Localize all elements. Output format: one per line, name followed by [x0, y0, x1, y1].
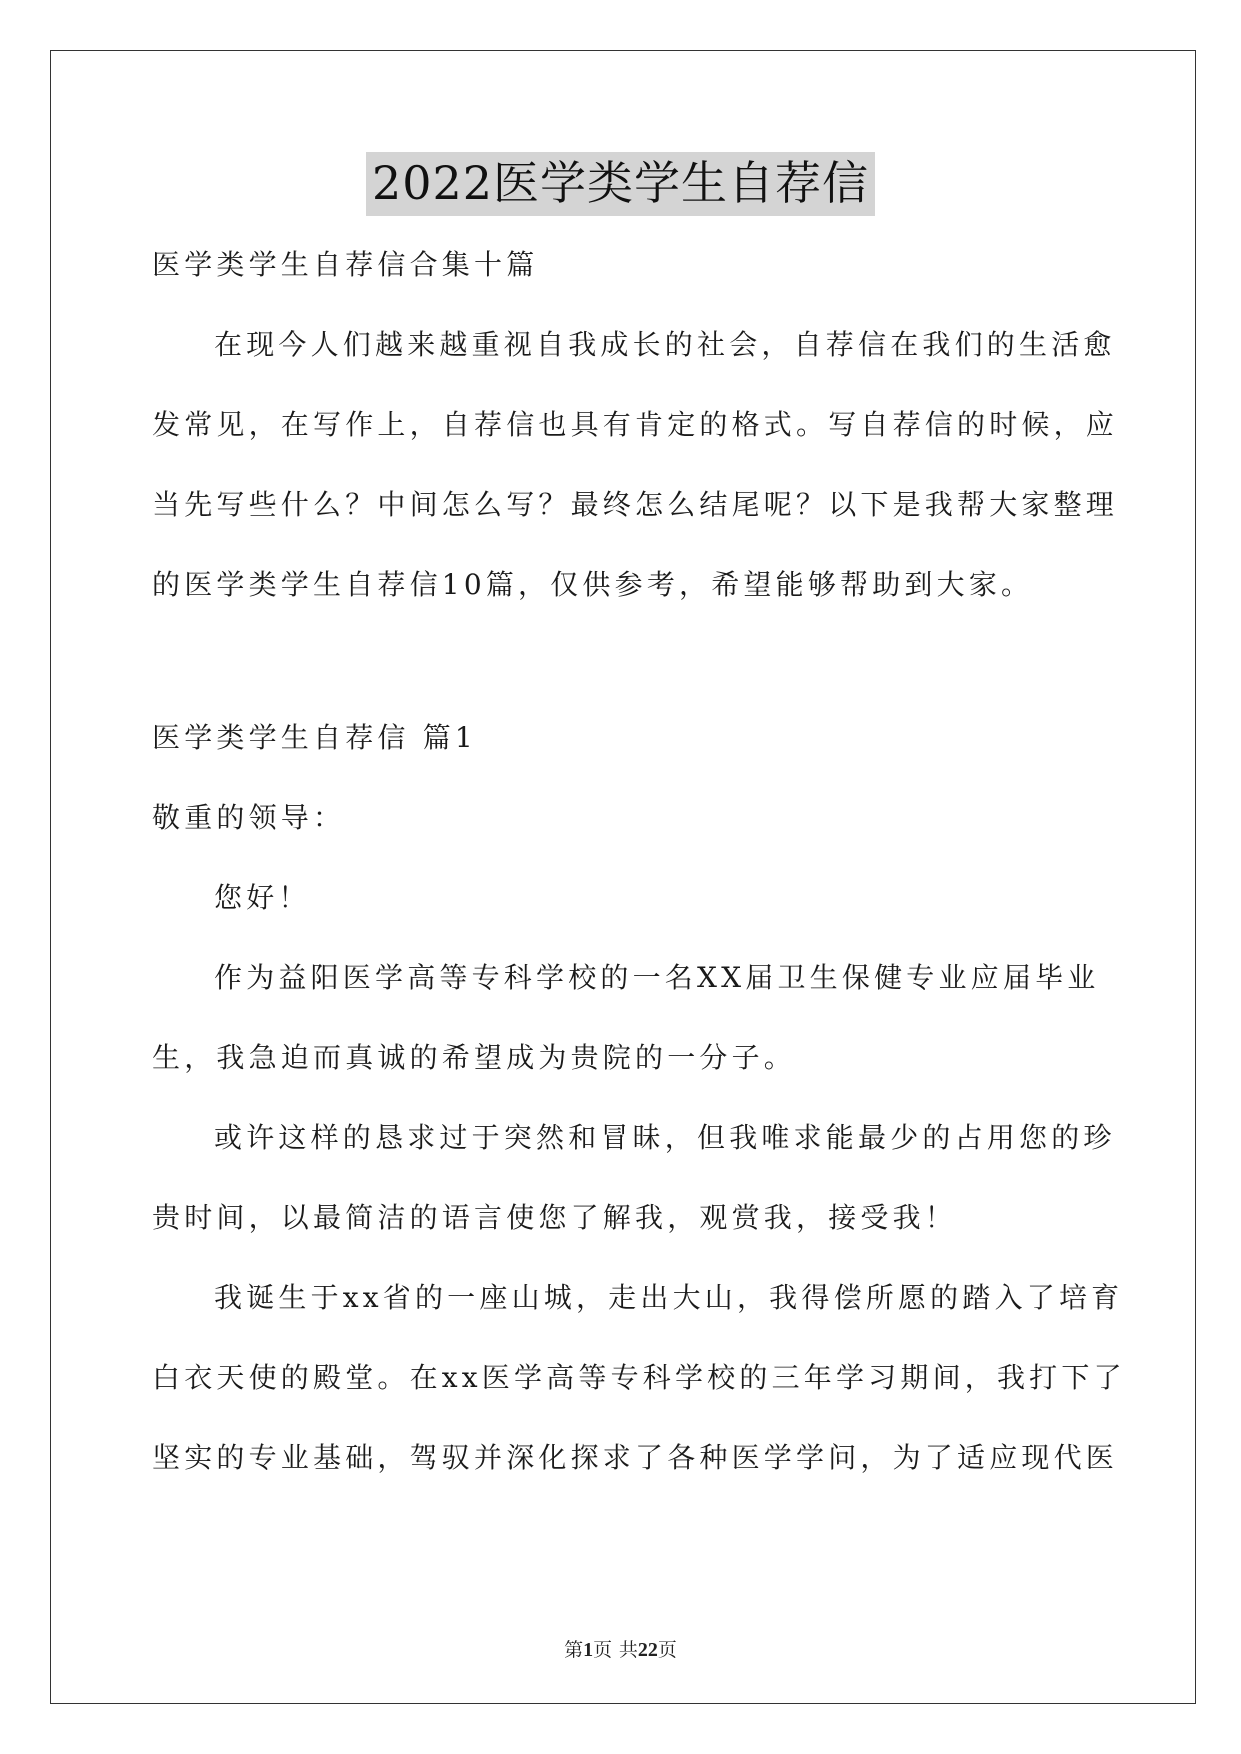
intro-line-3: 当先写些什么？中间怎么写？最终怎么结尾呢？以下是我帮大家整理: [152, 488, 1119, 521]
body-line-3: 或许这样的恳求过于突然和冒昧，但我唯求能最少的占用您的珍: [214, 1121, 1116, 1154]
body-line-5: 我诞生于xx省的一座山城，走出大山，我得偿所愿的踏入了培育: [214, 1281, 1124, 1314]
section-gap: [152, 625, 1092, 698]
intro-line-1: 在现今人们越来越重视自我成长的社会，自荐信在我们的生活愈: [214, 328, 1116, 361]
body-line-1: 作为益阳医学高等专科学校的一名XX届卫生保健专业应届毕业: [214, 961, 1100, 994]
footer-page-number: 1: [583, 1639, 594, 1661]
body-line-4: 贵时间，以最简洁的语言使您了解我，观赏我，接受我！: [152, 1201, 958, 1234]
body-line-6: 白衣天使的殿堂。在xx医学高等专科学校的三年学习期间，我打下了: [152, 1361, 1126, 1394]
document-body: [152, 225, 1126, 1498]
footer-prefix: 第: [564, 1640, 584, 1661]
salutation: 敬重的领导：: [152, 801, 346, 834]
page-footer: [0, 1635, 1241, 1662]
document-title-text: 2022医学类学生自荐信: [366, 152, 875, 216]
intro-line-2: 发常见，在写作上，自荐信也具有肯定的格式。写自荐信的时候，应: [152, 408, 1119, 441]
collection-subtitle: 医学类学生自荐信合集十篇: [152, 248, 539, 281]
body-line-2: 生，我急迫而真诚的希望成为贵院的一分子。: [152, 1041, 797, 1074]
greeting: 您好！: [214, 881, 311, 914]
section-heading: 医学类学生自荐信 篇1: [152, 721, 477, 754]
footer-total-pages: 22: [637, 1639, 658, 1661]
document-title: [0, 152, 1241, 216]
intro-line-4: 的医学类学生自荐信10篇，仅供参考，希望能够帮助到大家。: [152, 568, 1034, 601]
footer-suffix: 页: [657, 1640, 677, 1661]
footer-mid: 页 共: [593, 1640, 638, 1661]
body-line-7: 坚实的专业基础，驾驭并深化探求了各种医学学问，为了适应现代医: [152, 1441, 1119, 1474]
